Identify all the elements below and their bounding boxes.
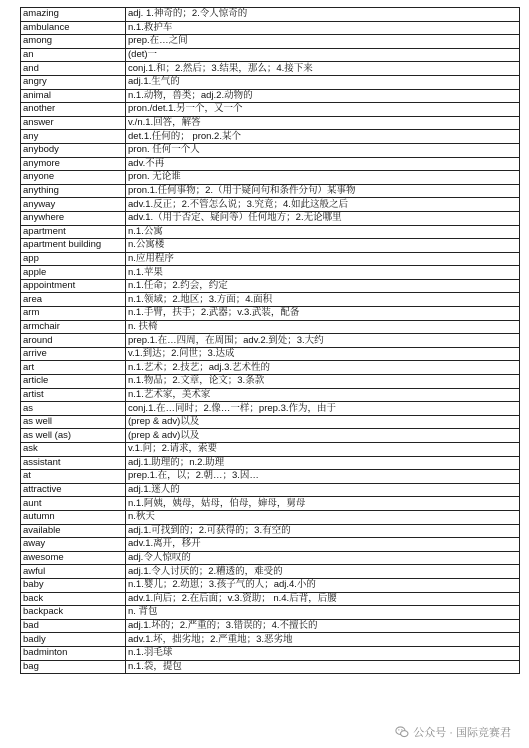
- definition-cell: adj.1.坏的；2.严重的；3.错误的；4.不擅长的: [126, 619, 520, 633]
- definition-cell: adj.1.生气的: [126, 75, 520, 89]
- definition-cell: adv.1.向后；2.在后面；v.3.资助； n.4.后背，后腰: [126, 592, 520, 606]
- table-row: [21, 62, 520, 76]
- definition-cell: n. 扶椅: [126, 320, 520, 334]
- definition-cell: v./n.1.回答，解答: [126, 116, 520, 130]
- table-row: [21, 646, 520, 660]
- word-cell: amazing: [21, 8, 126, 22]
- definition-cell: n.1.手臂，扶手；2.武器；v.3.武装，配备: [126, 307, 520, 321]
- word-cell: ask: [21, 443, 126, 457]
- definition-cell: n. 背包: [126, 606, 520, 620]
- definition-cell: n.1.羽毛球: [126, 646, 520, 660]
- definition-cell: n.1.艺术；2.技艺；adj.3.艺术性的: [126, 361, 520, 375]
- definition-cell: prep.1.在，以；2.朝…；3.因…: [126, 470, 520, 484]
- vocab-table-body: [21, 8, 520, 674]
- definition-cell: adv.不再: [126, 157, 520, 171]
- word-cell: art: [21, 361, 126, 375]
- definition-cell: adv.1.反正；2.不管怎么说；3.究竟；4.如此这般之后: [126, 198, 520, 212]
- definition-cell: n.1.阿姨，姨母，姑母，伯母，婶母，舅母: [126, 497, 520, 511]
- table-row: [21, 239, 520, 253]
- definition-cell: conj.1.和；2.然后；3.结果，那么；4.接下来: [126, 62, 520, 76]
- word-cell: an: [21, 48, 126, 62]
- word-cell: among: [21, 35, 126, 49]
- table-row: [21, 361, 520, 375]
- word-cell: arrive: [21, 347, 126, 361]
- definition-cell: adv.1.（用于否定、疑问等）任何地方；2.无论哪里: [126, 211, 520, 225]
- definition-cell: adj.1.令人讨厌的；2.糟透的，难受的: [126, 565, 520, 579]
- definition-cell: n.公寓楼: [126, 239, 520, 253]
- definition-cell: n.1.领域；2.地区；3.方面；4.面积: [126, 293, 520, 307]
- word-cell: as: [21, 402, 126, 416]
- word-cell: another: [21, 103, 126, 117]
- word-cell: anything: [21, 184, 126, 198]
- definition-cell: pron. 任何一个人: [126, 143, 520, 157]
- definition-cell: n.1.艺术家，美术家: [126, 388, 520, 402]
- table-row: [21, 75, 520, 89]
- table-row: [21, 103, 520, 117]
- word-cell: and: [21, 62, 126, 76]
- table-row: [21, 388, 520, 402]
- definition-cell: conj.1.在…同时；2.像…一样；prep.3.作为，由于: [126, 402, 520, 416]
- definition-cell: n.1.婴儿；2.幼崽；3.孩子气的人；adj.4.小的: [126, 578, 520, 592]
- table-row: [21, 606, 520, 620]
- word-cell: away: [21, 538, 126, 552]
- table-row: [21, 21, 520, 35]
- table-row: [21, 578, 520, 592]
- definition-cell: adj. 1.神奇的；2.令人惊奇的: [126, 8, 520, 22]
- word-cell: available: [21, 524, 126, 538]
- wechat-icon: [395, 725, 409, 739]
- table-row: [21, 443, 520, 457]
- word-cell: baby: [21, 578, 126, 592]
- word-cell: back: [21, 592, 126, 606]
- definition-cell: (det)一: [126, 48, 520, 62]
- word-cell: badly: [21, 633, 126, 647]
- word-cell: arm: [21, 307, 126, 321]
- table-row: [21, 429, 520, 443]
- definition-cell: v.1.到达；2.问世；3.达成: [126, 347, 520, 361]
- word-cell: badminton: [21, 646, 126, 660]
- word-cell: assistant: [21, 456, 126, 470]
- table-row: [21, 633, 520, 647]
- word-cell: anymore: [21, 157, 126, 171]
- word-cell: aunt: [21, 497, 126, 511]
- definition-cell: (prep & adv)以及: [126, 429, 520, 443]
- definition-cell: n.1.救护车: [126, 21, 520, 35]
- table-row: [21, 266, 520, 280]
- word-cell: any: [21, 130, 126, 144]
- table-row: [21, 8, 520, 22]
- table-row: [21, 130, 520, 144]
- vocab-sheet: [20, 7, 513, 674]
- table-row: [21, 171, 520, 185]
- word-cell: armchair: [21, 320, 126, 334]
- table-row: [21, 89, 520, 103]
- table-row: [21, 334, 520, 348]
- table-row: [21, 538, 520, 552]
- definition-cell: n.1.袋，提包: [126, 660, 520, 674]
- table-row: [21, 211, 520, 225]
- word-cell: backpack: [21, 606, 126, 620]
- definition-cell: n.1.动物，兽类；adj.2.动物的: [126, 89, 520, 103]
- table-row: [21, 483, 520, 497]
- word-cell: at: [21, 470, 126, 484]
- word-cell: artist: [21, 388, 126, 402]
- word-cell: apartment: [21, 225, 126, 239]
- definition-cell: pron./det.1.另一个，又一个: [126, 103, 520, 117]
- table-row: [21, 279, 520, 293]
- table-row: [21, 198, 520, 212]
- definition-cell: det.1.任何的； pron.2.某个: [126, 130, 520, 144]
- word-cell: attractive: [21, 483, 126, 497]
- word-cell: anyone: [21, 171, 126, 185]
- definition-cell: adj.1.迷人的: [126, 483, 520, 497]
- table-row: [21, 157, 520, 171]
- table-row: [21, 35, 520, 49]
- word-cell: anybody: [21, 143, 126, 157]
- definition-cell: pron. 无论谁: [126, 171, 520, 185]
- table-row: [21, 143, 520, 157]
- word-cell: as well (as): [21, 429, 126, 443]
- word-cell: around: [21, 334, 126, 348]
- word-cell: apple: [21, 266, 126, 280]
- definition-cell: adj.1.助理的；n.2.助理: [126, 456, 520, 470]
- table-row: [21, 252, 520, 266]
- definition-cell: adv.1.坏，拙劣地；2.严重地；3.恶劣地: [126, 633, 520, 647]
- definition-cell: n.1.物品；2.文章，论文；3.条款: [126, 375, 520, 389]
- table-row: [21, 293, 520, 307]
- watermark-text: 公众号 · 国际竞赛君: [413, 727, 511, 739]
- definition-cell: (prep & adv)以及: [126, 415, 520, 429]
- table-row: [21, 470, 520, 484]
- watermark: [389, 722, 517, 742]
- table-row: [21, 565, 520, 579]
- table-row: [21, 116, 520, 130]
- table-row: [21, 402, 520, 416]
- table-row: [21, 347, 520, 361]
- word-cell: angry: [21, 75, 126, 89]
- word-cell: answer: [21, 116, 126, 130]
- table-row: [21, 551, 520, 565]
- table-row: [21, 375, 520, 389]
- word-cell: area: [21, 293, 126, 307]
- table-row: [21, 592, 520, 606]
- word-cell: autumn: [21, 510, 126, 524]
- word-cell: article: [21, 375, 126, 389]
- definition-cell: v.1.问；2.请求，索要: [126, 443, 520, 457]
- word-cell: bad: [21, 619, 126, 633]
- table-row: [21, 619, 520, 633]
- word-cell: appointment: [21, 279, 126, 293]
- definition-cell: n.秋天: [126, 510, 520, 524]
- table-row: [21, 225, 520, 239]
- word-cell: awesome: [21, 551, 126, 565]
- table-row: [21, 320, 520, 334]
- word-cell: anywhere: [21, 211, 126, 225]
- table-row: [21, 184, 520, 198]
- vocab-table: [20, 7, 520, 674]
- definition-cell: n.1.任命；2.约会，约定: [126, 279, 520, 293]
- table-row: [21, 510, 520, 524]
- table-row: [21, 660, 520, 674]
- table-row: [21, 524, 520, 538]
- definition-cell: n.1.苹果: [126, 266, 520, 280]
- word-cell: as well: [21, 415, 126, 429]
- definition-cell: adv.1.离开，移开: [126, 538, 520, 552]
- definition-cell: prep.1.在…四周，在周围；adv.2.到处；3.大约: [126, 334, 520, 348]
- definition-cell: prep.在…之间: [126, 35, 520, 49]
- word-cell: anyway: [21, 198, 126, 212]
- table-row: [21, 456, 520, 470]
- definition-cell: adj.1.可找到的；2.可获得的；3.有空的: [126, 524, 520, 538]
- table-row: [21, 415, 520, 429]
- word-cell: animal: [21, 89, 126, 103]
- word-cell: awful: [21, 565, 126, 579]
- word-cell: apartment building: [21, 239, 126, 253]
- definition-cell: n.1.公寓: [126, 225, 520, 239]
- word-cell: app: [21, 252, 126, 266]
- word-cell: bag: [21, 660, 126, 674]
- definition-cell: pron.1.任何事物；2.（用于疑问句和条件分句）某事物: [126, 184, 520, 198]
- table-row: [21, 497, 520, 511]
- table-row: [21, 48, 520, 62]
- definition-cell: n.应用程序: [126, 252, 520, 266]
- table-row: [21, 307, 520, 321]
- definition-cell: adj.令人惊叹的: [126, 551, 520, 565]
- word-cell: ambulance: [21, 21, 126, 35]
